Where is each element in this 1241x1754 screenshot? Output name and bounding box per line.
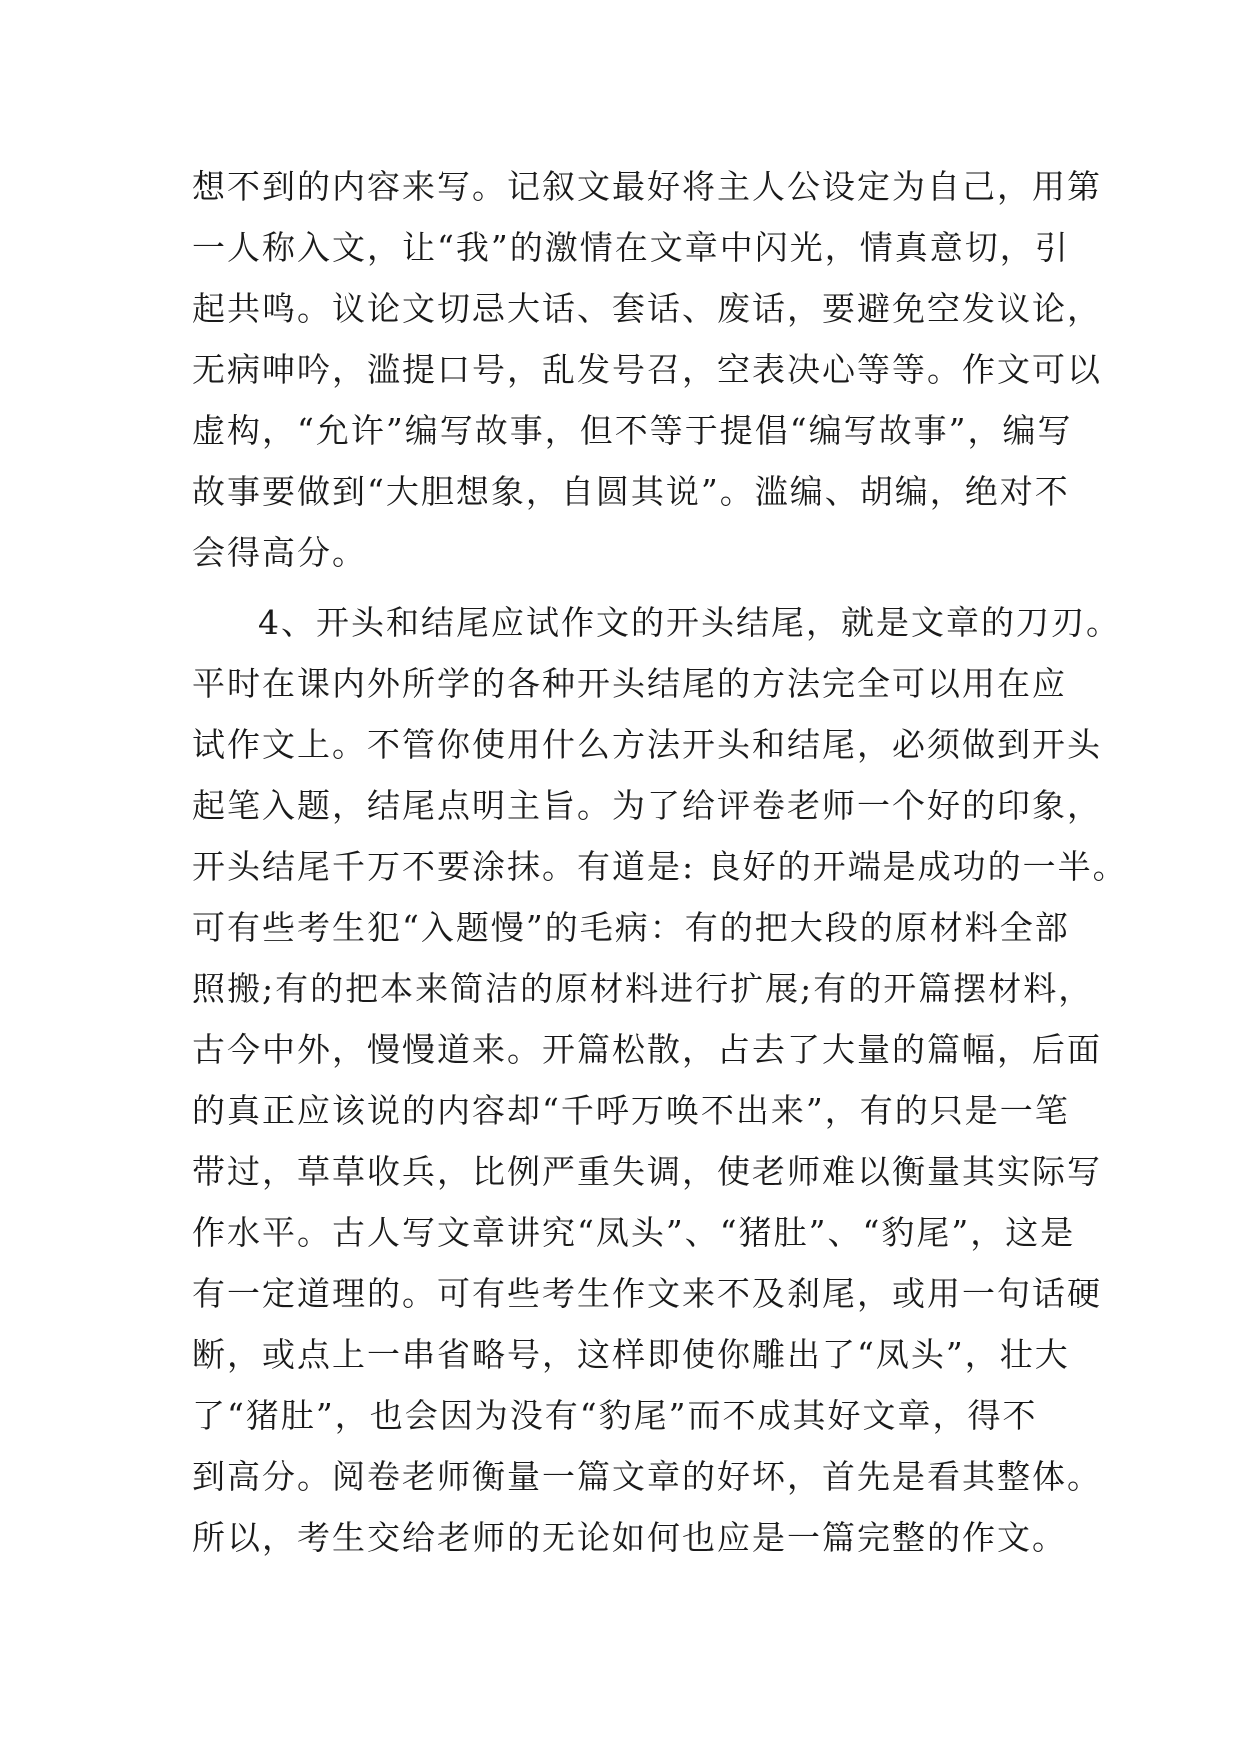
text-line: 带过，草草收兵，比例严重失调，使老师难以衡量其实际写	[192, 1152, 1102, 1191]
text-line: 所以，考生交给老师的无论如何也应是一篇完整的作文。	[192, 1518, 1067, 1557]
text-line: 了“猪肚”，也会因为没有“豹尾”而不成其好文章，得不	[192, 1396, 1038, 1435]
text-line: 一人称入文，让“我”的激情在文章中闪光，情真意切，引	[192, 228, 1070, 267]
text-line: 无病呻吟，滥提口号，乱发号召，空表决心等等。作文可以	[192, 350, 1102, 389]
text-line: 照搬;有的把本来简洁的原材料进行扩展;有的开篇摆材料，	[192, 969, 1094, 1008]
text-line: 平时在课内外所学的各种开头结尾的方法完全可以用在应	[192, 664, 1067, 703]
text-line: 起共鸣。议论文切忌大话、套话、废话，要避免空发议论，	[192, 289, 1102, 328]
text-line: 作水平。古人写文章讲究“凤头”、“猪肚”、“豹尾”，这是	[192, 1213, 1076, 1252]
text-line: 有一定道理的。可有些考生作文来不及刹尾，或用一句话硬	[192, 1274, 1102, 1313]
text-line: 起笔入题，结尾点明主旨。为了给评卷老师一个好的印象，	[192, 786, 1102, 825]
text-line-first: 4、开头和结尾应试作文的开头结尾，就是文章的刀刃。	[258, 603, 1121, 642]
text-line: 断，或点上一串省略号，这样即使你雕出了“凤头”，壮大	[192, 1335, 1070, 1374]
text-line: 可有些考生犯“入题慢”的毛病：有的把大段的原材料全部	[192, 908, 1070, 947]
paragraph-opening-and-ending	[192, 592, 1128, 1568]
text-line: 开头结尾千万不要涂抹。有道是: 良好的开端是成功的一半。	[192, 847, 1128, 886]
text-line: 故事要做到“大胆想象，自圆其说”。滥编、胡编，绝对不	[192, 472, 1070, 511]
text-line: 会得高分。	[192, 533, 367, 572]
text-line: 想不到的内容来写。记叙文最好将主人公设定为自己，用第	[192, 167, 1102, 206]
text-line: 虚构，“允许”编写故事，但不等于提倡“编写故事”，编写	[192, 411, 1073, 450]
text-line: 的真正应该说的内容却“千呼万唤不出来”，有的只是一笔	[192, 1091, 1070, 1130]
text-line: 试作文上。不管你使用什么方法开头和结尾，必须做到开头	[192, 725, 1102, 764]
text-line: 到高分。阅卷老师衡量一篇文章的好坏，首先是看其整体。	[192, 1457, 1102, 1496]
paragraph-writing-advice	[192, 156, 1102, 583]
text-line: 古今中外，慢慢道来。开篇松散，占去了大量的篇幅，后面	[192, 1030, 1102, 1069]
